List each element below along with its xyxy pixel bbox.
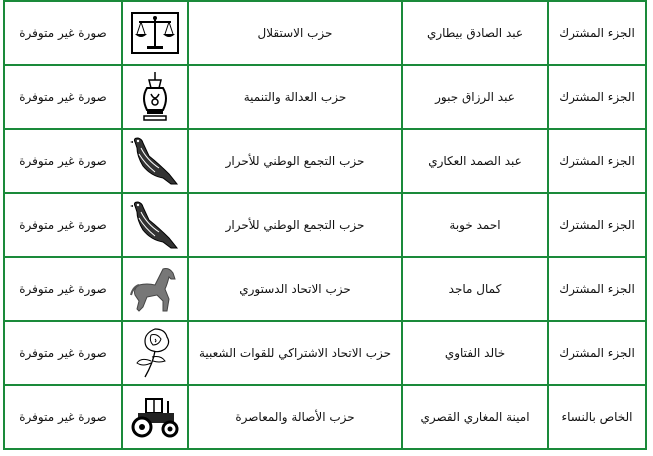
- photo-cell: [4, 257, 122, 321]
- party-name: حزب الاتحاد الاشتراكي للقوات الشعبية: [198, 346, 392, 360]
- list-type: الجزء المشترك: [559, 218, 635, 232]
- photo-unavailable-text: صورة غير متوفرة: [19, 346, 107, 360]
- photo-cell: [4, 65, 122, 129]
- party-name: حزب الأصالة والمعاصرة: [235, 410, 355, 424]
- party-name: حزب الاستقلال: [257, 26, 333, 40]
- list-type: الجزء المشترك: [559, 26, 635, 40]
- candidate-name: عبد الصمد العكاري: [428, 154, 522, 168]
- symbol-cell: [122, 1, 188, 65]
- list-type-cell: [548, 193, 646, 257]
- candidate-cell: [402, 65, 548, 129]
- table-row: [4, 385, 646, 449]
- party-cell: [188, 65, 402, 129]
- party-name: حزب التجمع الوطني للأحرار: [225, 218, 365, 232]
- party-cell: [188, 257, 402, 321]
- list-type: الجزء المشترك: [559, 346, 635, 360]
- table-row: [4, 257, 646, 321]
- list-type-cell: [548, 1, 646, 65]
- candidate-name: كمال ماجد: [448, 282, 502, 296]
- party-cell: [188, 321, 402, 385]
- candidate-cell: [402, 321, 548, 385]
- list-type: الجزء المشترك: [559, 282, 635, 296]
- candidate-cell: [402, 193, 548, 257]
- party-cell: [188, 193, 402, 257]
- photo-unavailable-text: صورة غير متوفرة: [19, 154, 107, 168]
- candidate-name: عبد الصادق بيطاري: [426, 26, 524, 40]
- list-type-cell: [548, 385, 646, 449]
- list-type-cell: [548, 65, 646, 129]
- list-type: الخاص بالنساء: [561, 410, 633, 424]
- candidate-cell: [402, 1, 548, 65]
- candidate-name: خالد الفتاوي: [444, 346, 506, 360]
- photo-unavailable-text: صورة غير متوفرة: [19, 218, 107, 232]
- candidate-cell: [402, 257, 548, 321]
- candidate-name: عبد الرزاق جبور: [435, 90, 515, 104]
- symbol-cell: [122, 193, 188, 257]
- tractor-icon: [128, 395, 182, 439]
- photo-cell: [4, 129, 122, 193]
- party-cell: [188, 385, 402, 449]
- list-type: الجزء المشترك: [559, 154, 635, 168]
- photo-cell: [4, 321, 122, 385]
- rose-icon: [131, 325, 179, 381]
- party-name: حزب التجمع الوطني للأحرار: [225, 154, 365, 168]
- horse-icon: [129, 263, 181, 315]
- photo-unavailable-text: صورة غير متوفرة: [19, 26, 107, 40]
- list-type: الجزء المشترك: [559, 90, 635, 104]
- photo-unavailable-text: صورة غير متوفرة: [19, 90, 107, 104]
- party-name: حزب العدالة والتنمية: [243, 90, 347, 104]
- party-cell: [188, 129, 402, 193]
- party-name: حزب الاتحاد الدستوري: [239, 282, 351, 296]
- list-type-cell: [548, 129, 646, 193]
- dove-icon: [129, 134, 181, 188]
- photo-unavailable-text: صورة غير متوفرة: [19, 410, 107, 424]
- lamp-icon: [135, 70, 175, 124]
- symbol-cell: [122, 385, 188, 449]
- symbol-cell: [122, 321, 188, 385]
- symbol-cell: [122, 129, 188, 193]
- photo-cell: [4, 1, 122, 65]
- candidates-table: [3, 0, 647, 450]
- table-row: [4, 193, 646, 257]
- table-row: [4, 129, 646, 193]
- list-type-cell: [548, 321, 646, 385]
- photo-cell: [4, 193, 122, 257]
- candidate-cell: [402, 129, 548, 193]
- scales-icon: [127, 8, 183, 58]
- candidate-name: احمد خوبة: [449, 218, 501, 232]
- dove-icon: [129, 198, 181, 252]
- photo-cell: [4, 385, 122, 449]
- symbol-cell: [122, 257, 188, 321]
- candidate-name: امينة المغاري القصري: [420, 410, 530, 424]
- photo-unavailable-text: صورة غير متوفرة: [19, 282, 107, 296]
- candidate-cell: [402, 385, 548, 449]
- table-row: [4, 321, 646, 385]
- symbol-cell: [122, 65, 188, 129]
- table-row: [4, 1, 646, 65]
- table-row: [4, 65, 646, 129]
- party-cell: [188, 1, 402, 65]
- list-type-cell: [548, 257, 646, 321]
